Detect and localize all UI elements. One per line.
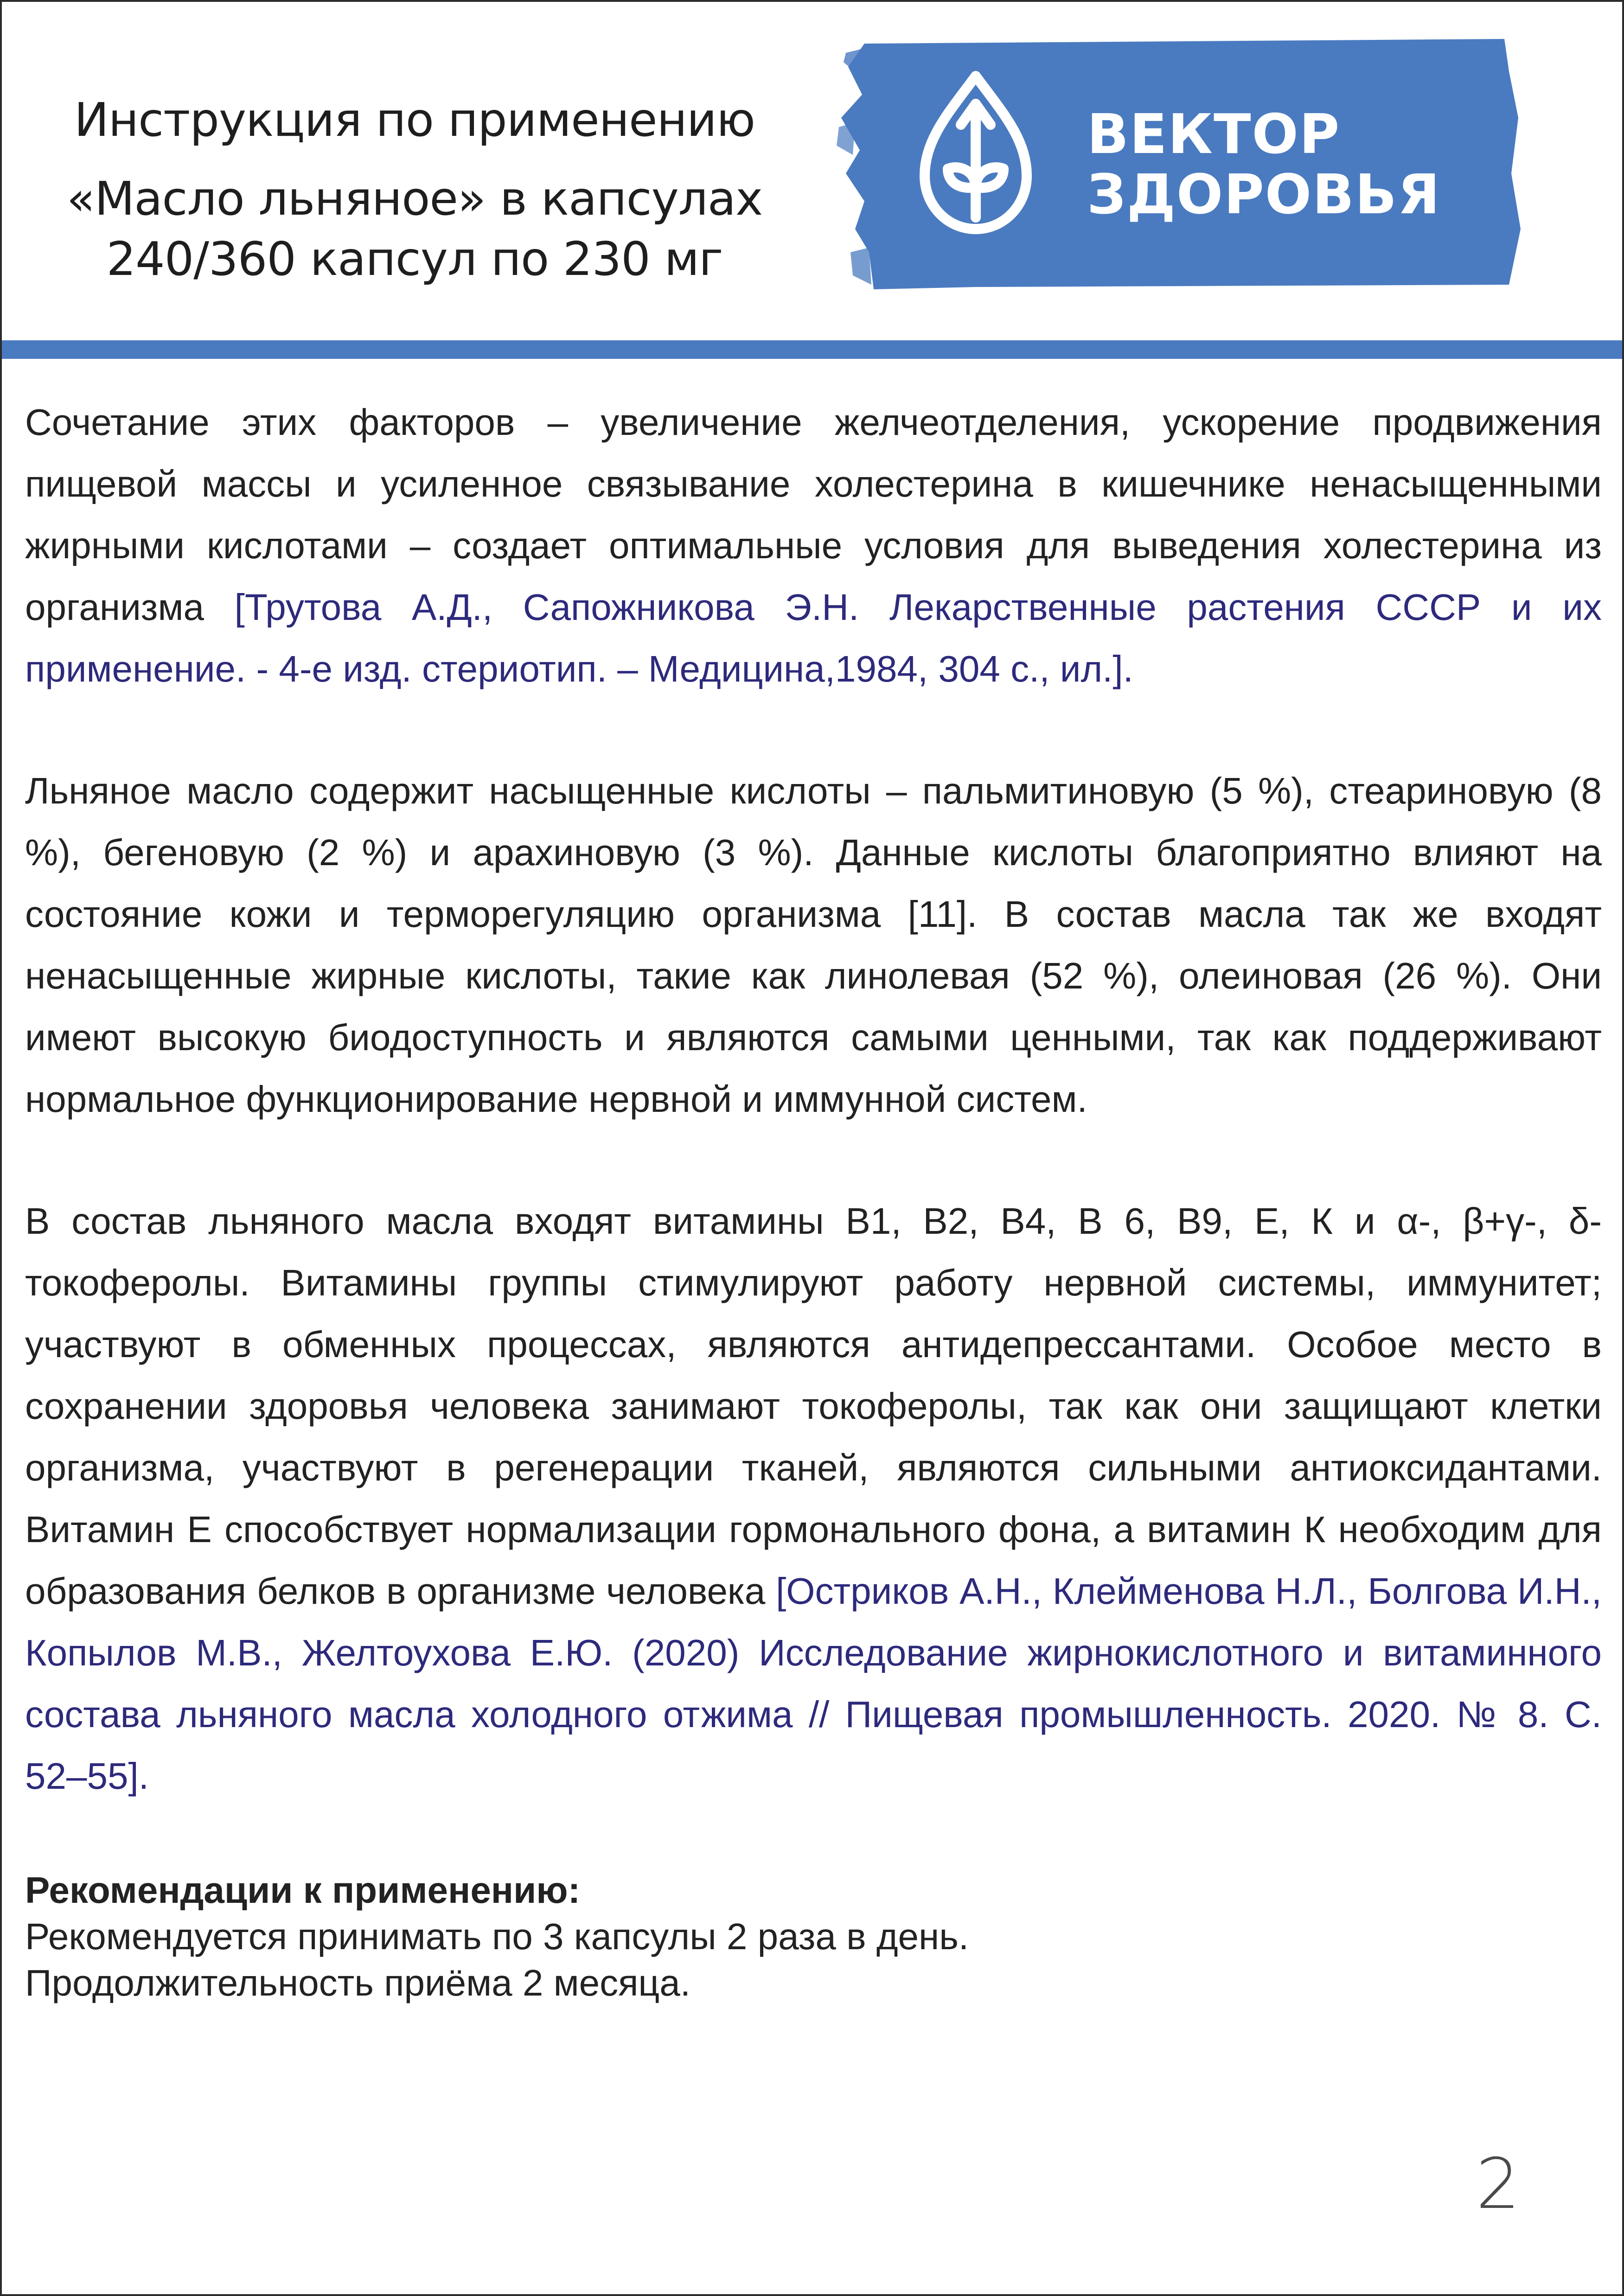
paragraph-text: Сочетание этих факторов – увеличение желчеотделения, ускорение продвижения пищевой массы и усиленное связывание холестерина в кишечнике ненасыщенными жирными кислотами – создает оптимальные условия для выведения холестерина из организма	[25, 402, 1602, 628]
recommendations-title: Рекомендации к применению:	[25, 1869, 581, 1911]
page-number: 2	[1476, 2144, 1520, 2225]
paragraph-vitamins	[25, 1190, 1602, 1807]
dosage-text: Рекомендуется принимать по 3 капсулы 2 раза в день.	[25, 1916, 969, 1957]
duration-text: Продолжительность приёма 2 месяца.	[25, 1962, 691, 2003]
header-divider	[2, 340, 1622, 359]
logo-brand-line1: ВЕКТОР	[1087, 102, 1341, 166]
logo-brand-line2: ЗДОРОВЬЯ	[1087, 162, 1441, 226]
paragraph-acids	[25, 760, 1602, 1130]
paragraph-cholesterol	[25, 391, 1602, 700]
reference-citation: [Трутова А.Д., Сапожникова Э.Н. Лекарственные растения СССР и их применение. - 4-е изд. стериотип. – Медицина,1984, 304 с., ил.].	[25, 587, 1602, 689]
product-package: 240/360 капсул по 230 мг	[106, 232, 723, 286]
recommendations-section	[25, 1867, 1602, 2006]
header-title-block	[53, 90, 776, 289]
paragraph-text: Льняное масло содержит насыщенные кислоты – пальмитиновую (5 %), стеариновую (8 %), бегеновую (2 %) и арахиновую (3 %). Данные кислоты благоприятно влияют на состояние кожи и терморегуляцию организма [11]. В состав масла так же входят ненасыщенные жирные кислоты, такие как линолевая (52 %), олеиновая (26 %). Они имеют высокую биодоступность и являются самыми ценными, так как поддерживают нормальное функционирование нервной и иммунной систем.	[25, 770, 1602, 1120]
instruction-title: Инструкция по применению	[74, 93, 755, 147]
document-body	[25, 391, 1602, 2006]
reference-citation: [Остриков А.Н., Клейменова Н.Л., Болгова И.Н., Копылов М.В., Желтоухова Е.Ю. (2020) Исследование жирнокислотного и витаминного состава льняного масла холодного отжима // Пищевая промышленность. 2020. № 8. С. 52–55].	[25, 1570, 1602, 1797]
product-name: «Масло льняное» в капсулах	[66, 172, 763, 226]
brand-logo	[837, 34, 1523, 294]
paragraph-text: В состав льняного масла входят витамины В1, В2, В4, В 6, В9, Е, К и α-, β+γ-, δ-токоферолы. Витамины группы стимулируют работу нервной системы, иммунитет; участвуют в обменных процессах, являются антидепрессантами. Особое место в сохранении здоровья человека занимают токоферолы, так как они защищают клетки организма, участвуют в регенерации тканей, являются сильными антиоксидантами. Витамин Е способствует нормализации гормонального фона, а витамин К необходим для образования белков в организме человека	[25, 1200, 1602, 1612]
